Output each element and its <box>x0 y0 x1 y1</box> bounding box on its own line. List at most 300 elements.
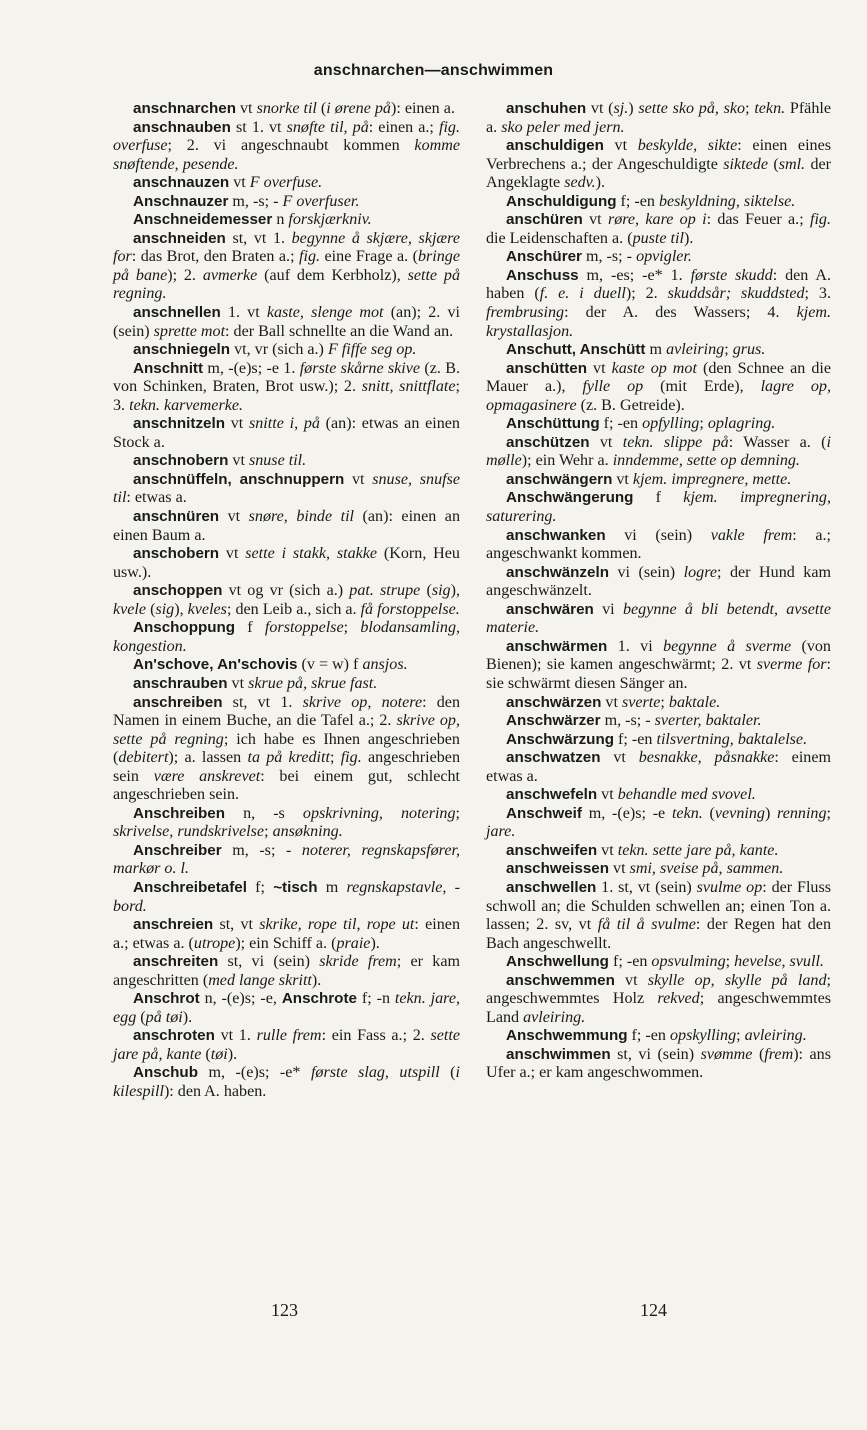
entry-text: m, -(e)s; -e <box>581 804 672 822</box>
dictionary-entry <box>113 656 460 675</box>
entry-text: ). <box>227 1045 238 1063</box>
entry-translation: sverter, baktaler. <box>654 712 762 730</box>
entry-translation: i mølle <box>486 433 831 470</box>
entry-translation: snuse, snufse til <box>113 470 460 507</box>
entry-text: vi <box>593 600 623 618</box>
entry-translation: fig. overfuse <box>113 118 460 155</box>
dictionary-entry <box>113 211 460 230</box>
entry-translation: rekved <box>657 990 700 1008</box>
entry-text: st, vt <box>213 916 260 934</box>
entry-translation: opskylling <box>669 1027 737 1045</box>
entry-translation: regnskapstavle, -bord. <box>113 878 460 915</box>
entry-translation: F overfuse. <box>249 174 323 192</box>
entry-text: ). <box>683 229 694 247</box>
entry-translation: skuddsår; skuddsted <box>667 285 805 303</box>
entry-translation: noterer, regnskapsfører, markør o. l. <box>113 841 460 878</box>
entry-translation: begynne å sverme <box>663 637 792 655</box>
entry-text: ); ein Wehr a. <box>521 452 613 470</box>
entry-text: m <box>645 341 667 359</box>
entry-translation: kjem. impregnere, mette. <box>632 470 792 488</box>
entry-translation: tekn. jare, egg <box>113 990 460 1026</box>
entry-translation: røre, kare op i <box>607 211 707 229</box>
dictionary-entry <box>113 619 460 656</box>
entry-headword: anschwimmen <box>506 1045 611 1063</box>
entry-translation: puste til <box>632 229 684 247</box>
entry-text: ( <box>439 1064 456 1082</box>
entry-text: ( <box>752 1045 765 1063</box>
entry-text: ( <box>702 804 715 822</box>
dictionary-entry <box>113 119 460 175</box>
dictionary-entry <box>113 879 460 916</box>
entry-text: f; -en <box>599 415 643 433</box>
entry-text: die Leidenschaften a. ( <box>486 229 633 247</box>
entry-translation: i ørene på <box>326 100 391 117</box>
entry-translation: komme snøftende, pesende. <box>113 137 460 173</box>
entry-text: (mit Erde), <box>643 378 761 396</box>
entry-translation: blodansamling, kongestion. <box>113 619 461 655</box>
entry-headword: Anschreiben <box>133 804 225 822</box>
entry-headword: anschwängern <box>506 470 613 488</box>
entry-text: vt <box>597 786 618 804</box>
dictionary-entry <box>113 953 460 990</box>
entry-translation: ansjos. <box>362 656 408 674</box>
entry-translation: renning <box>777 804 827 822</box>
entry-translation: kaste, slenge mot <box>266 304 384 322</box>
dictionary-entry <box>486 731 831 750</box>
entry-translation: tekn. <box>754 100 786 117</box>
entry-translation: sprette mot <box>153 322 226 340</box>
entry-headword: Anschuss <box>506 266 579 284</box>
entry-text: f; -en <box>616 192 659 210</box>
dictionary-entry <box>486 267 831 341</box>
entry-translation: forskjærkniv. <box>288 211 372 229</box>
entry-text: : den Namen in einem Buche, an die Tafel a.; 2. <box>113 693 460 730</box>
dictionary-entry <box>113 304 460 341</box>
entry-headword: Anschub <box>133 1064 198 1082</box>
entry-text: vt <box>597 841 618 859</box>
entry-text: ; 2. vi angeschnaubt kommen <box>167 137 415 155</box>
entry-headword: anschniegeln <box>133 341 231 359</box>
entry-text: (Korn, Heu usw.). <box>113 545 460 581</box>
entry-translation: frem <box>764 1045 794 1063</box>
entry-translation: kjem. krystallasjon. <box>486 304 831 340</box>
entry-headword: anschreien <box>133 916 214 934</box>
dictionary-entry <box>486 360 831 416</box>
entry-text: : das Feuer a.; <box>706 211 810 229</box>
entry-translation: første skårne skive <box>299 359 421 377</box>
entry-headword: anschwefeln <box>506 786 598 804</box>
dictionary-entry <box>113 1027 460 1064</box>
entry-text: ); 2. <box>167 266 203 284</box>
dictionary-entry <box>113 1064 460 1101</box>
entry-translation: snøre, binde til <box>248 508 355 526</box>
entry-headword: anschüren <box>506 211 583 229</box>
entry-translation: tøi <box>210 1045 228 1063</box>
entry-text: vt <box>344 470 373 488</box>
entry-translation: første slag, utspill <box>310 1064 440 1082</box>
dictionary-entry <box>486 415 831 434</box>
entry-translation: siktede <box>723 155 768 173</box>
entry-headword: Anschwärzung <box>506 730 615 748</box>
entry-translation: avleiring. <box>523 1008 586 1026</box>
entry-headword: Anschwärzer <box>506 712 601 730</box>
entry-text: ): den A. haben. <box>163 1082 267 1100</box>
entry-text: ; <box>745 100 755 117</box>
entry-headword: anschnarchen <box>133 100 236 117</box>
entry-translation: sedv. <box>564 174 596 192</box>
dictionary-entry <box>486 953 831 972</box>
entry-headword: anschwanken <box>506 526 606 544</box>
entry-headword: Anschreibetafel <box>133 878 247 896</box>
entry-translation: vevning <box>714 804 765 822</box>
entry-translation: hevelse, svull. <box>734 953 824 971</box>
entry-headword: Anschoppung <box>133 619 236 637</box>
entry-text: m, -(e)s; -e* <box>197 1064 311 1082</box>
entry-translation: F overfuser. <box>282 192 360 210</box>
entry-translation: avmerke <box>202 266 258 284</box>
entry-text: ; den Leib a., sich a. <box>226 600 361 618</box>
entry-translation: med lange skritt <box>208 971 312 989</box>
entry-translation: snitte i, på <box>249 415 320 433</box>
entry-translation: rulle frem <box>256 1027 322 1045</box>
entry-text: : den A. haben ( <box>486 266 832 303</box>
entry-translation: oplagring. <box>707 415 776 433</box>
entry-translation: baktale. <box>668 693 721 711</box>
entry-translation: sverme for <box>756 656 827 674</box>
entry-translation: begynne å skjære, skjære for <box>113 229 460 266</box>
entry-text: ; <box>725 953 735 971</box>
entry-text: : einem etwas a. <box>486 749 831 785</box>
entry-translation: sette jare på, kante <box>113 1027 460 1063</box>
dictionary-entry <box>486 248 831 267</box>
dictionary-entry <box>113 508 460 545</box>
entry-translation: fig. <box>809 211 831 229</box>
entry-translation: opskrivning, notering <box>302 804 456 822</box>
entry-text: ( <box>767 155 779 173</box>
dictionary-entry <box>113 341 460 360</box>
dictionary-entry <box>486 786 831 805</box>
entry-text: ): einen a. <box>390 100 455 117</box>
entry-headword: anschweifen <box>506 841 598 859</box>
entry-translation: sette på regning. <box>113 266 461 303</box>
entry-translation: fylle op <box>582 378 644 396</box>
entry-text: ), <box>174 600 188 618</box>
entry-headword: Anschneidemesser <box>133 211 273 229</box>
dictionary-entry <box>113 916 460 953</box>
entry-translation: skrue på, skrue fast. <box>248 674 378 692</box>
entry-translation: f. e. i duell <box>539 285 626 303</box>
dictionary-entry <box>113 471 460 508</box>
entry-text: : einen a.; etwas a. ( <box>113 916 460 952</box>
entry-text: ); a. lassen <box>168 749 248 767</box>
entry-translation: skylle op, skylle på land <box>647 971 827 989</box>
entry-headword: anschnauzen <box>133 174 230 192</box>
dictionary-entry <box>486 434 831 471</box>
entry-translation: behandle med svovel. <box>617 786 756 804</box>
entry-translation: snitt, snittflate <box>361 378 456 396</box>
entry-text: ; <box>826 804 831 822</box>
dictionary-entry <box>486 1027 831 1046</box>
entry-text: ; angeschwemmtes Holz <box>486 971 831 1008</box>
entry-headword: anschwären <box>506 600 594 618</box>
entry-text: st 1. vt <box>230 118 287 136</box>
entry-headword: anschnellen <box>133 304 221 322</box>
entry-text: m, -s; - <box>221 841 302 859</box>
entry-headword: anschnüffeln, anschnuppern <box>133 470 345 488</box>
entry-text: : der A. des Wassers; 4. <box>564 304 797 322</box>
entry-text: (an): etwas an einen Stock a. <box>113 415 460 451</box>
entry-translation: skrive op, notere <box>302 693 423 711</box>
entry-text: ; ich habe es Ihnen angeschrieben ( <box>113 730 460 767</box>
entry-text: f; -en <box>608 953 652 971</box>
entry-translation: sette sko på, sko <box>638 100 746 117</box>
entry-translation: i kilespill <box>113 1064 460 1100</box>
entry-text: vi (sein) <box>608 563 684 581</box>
entry-text: m, -(e)s; -e 1. <box>203 359 300 377</box>
entry-text: st, vi (sein) <box>610 1045 701 1063</box>
entry-translation: få forstoppelse. <box>360 600 460 618</box>
entry-headword: anschütten <box>506 359 588 377</box>
entry-text: Pfähle a. <box>486 100 831 136</box>
entry-text: vt <box>614 971 648 989</box>
entry-text: (an); 2. vi (sein) <box>113 304 460 340</box>
dictionary-entry <box>486 805 831 842</box>
entry-text: vt <box>219 545 246 563</box>
entry-text: (v = w) f <box>297 656 363 674</box>
entry-translation: logre <box>683 563 718 581</box>
entry-headword: Anschwellung <box>506 953 609 971</box>
entry-text: : der Ball schnellte an die Wand an. <box>225 322 454 340</box>
dictionary-entry <box>113 582 460 619</box>
entry-translation: tekn. karvemerke. <box>129 396 244 414</box>
entry-translation: beskyldning, siktelse. <box>658 192 796 210</box>
entry-text: ; <box>699 415 708 433</box>
entry-headword: Anschwängerung <box>506 489 634 507</box>
entry-text: (von Bienen); sie kamen angeschwärmt; 2. vt <box>486 637 831 674</box>
entry-translation: avleiring <box>666 341 725 359</box>
entry-translation: kveles <box>187 600 227 618</box>
dictionary-entry <box>486 137 831 193</box>
entry-headword: Anschnitt <box>133 359 204 377</box>
entry-text: vi (sein) <box>605 526 711 544</box>
entry-translation: sverte <box>621 693 661 711</box>
entry-translation: svulme op <box>696 878 763 896</box>
entry-text: : etwas a. <box>126 489 187 507</box>
dictionary-entry <box>113 990 460 1027</box>
entry-headword: Anschrote <box>281 990 357 1008</box>
entry-translation: bringe på bane <box>113 248 460 284</box>
entry-translation: ansøkning. <box>272 823 343 841</box>
dictionary-entry <box>113 360 460 416</box>
entry-text: ( <box>136 1008 146 1026</box>
dictionary-entry <box>486 564 831 601</box>
entry-headword: anschnauben <box>133 118 231 136</box>
entry-text: m <box>317 878 347 896</box>
dictionary-entry <box>486 471 831 490</box>
entry-text: (auf dem Kerbholz), <box>257 266 408 284</box>
running-title: anschnarchen—anschwimmen <box>313 62 554 79</box>
dictionary-entry <box>486 100 831 137</box>
entry-text: ), <box>450 582 460 600</box>
entry-headword: anschneiden <box>133 229 226 247</box>
entry-text: vt <box>228 452 249 470</box>
entry-translation: kaste op mot <box>611 359 697 377</box>
entry-text: n, -(e)s; -e, <box>199 990 282 1008</box>
entry-headword: Anschreiber <box>133 841 222 859</box>
entry-translation: avleiring. <box>744 1027 807 1045</box>
entry-translation: inndemme, sette op demning. <box>612 452 800 470</box>
entry-translation: debitert <box>118 749 169 767</box>
entry-headword: anschrauben <box>133 674 228 692</box>
page-number-right: 124 <box>640 1300 667 1320</box>
entry-translation: pat. strupe <box>349 582 421 600</box>
entry-text: der Angeklagte <box>486 155 831 192</box>
entry-translation: snøfte til, på <box>286 118 369 136</box>
entry-text: vt ( <box>586 100 614 117</box>
entry-text: (z. B. Getreide). <box>576 396 685 414</box>
entry-headword: anschnitzeln <box>133 415 225 433</box>
entry-text: ). <box>595 174 606 192</box>
entry-headword: ~tisch <box>273 878 318 896</box>
entry-text: f; -en <box>614 730 657 748</box>
entry-text: ); ein Schiff a. ( <box>235 934 337 952</box>
entry-translation: frembrusing <box>486 304 565 322</box>
dictionary-entry <box>113 675 460 694</box>
entry-text: ; der Hund kam angeschwänzelt. <box>486 563 832 600</box>
dictionary-entry <box>486 193 831 212</box>
entry-translation: tilsvertning, baktalelse. <box>656 730 808 748</box>
entry-text: ; <box>736 1027 745 1045</box>
entry-translation: lagre op, opmagasinere <box>486 378 832 414</box>
entry-headword: anschnobern <box>133 452 229 470</box>
entry-text: ; <box>264 823 273 841</box>
entry-translation: sko peler med jern. <box>501 118 625 136</box>
entry-text: vt <box>235 100 257 117</box>
dictionary-entry <box>113 193 460 212</box>
entry-text: ); 2. <box>625 285 668 303</box>
entry-text: f; <box>246 878 274 896</box>
entry-text: vt og vr (sich a.) <box>222 582 350 600</box>
entry-translation: på tøi <box>145 1008 183 1026</box>
entry-headword: anschwärzen <box>506 693 602 711</box>
entry-text: ; <box>455 804 461 822</box>
entry-text: : das Brot, den Braten a.; <box>131 248 300 266</box>
entry-text: st, vt 1. <box>225 229 292 247</box>
column-left <box>113 100 460 1102</box>
dictionary-entry <box>486 638 831 694</box>
entry-text: f; -n <box>356 990 395 1008</box>
entry-translation: svømme <box>700 1045 753 1063</box>
entry-text: angeschrieben sein <box>113 749 461 785</box>
entry-text: ; <box>724 341 733 359</box>
entry-translation: forstoppelse <box>264 619 344 637</box>
entry-translation: fig. <box>340 749 362 767</box>
entry-text: (an): einen an einen Baum a. <box>113 508 460 544</box>
entry-headword: anschreiben <box>133 693 223 711</box>
entry-text: vt <box>587 359 612 377</box>
entry-text: vt <box>589 433 623 451</box>
entry-translation: sml. <box>778 155 806 173</box>
entry-text: (z. B. von Schinken, Braten, Brot usw.); 2. <box>113 359 460 396</box>
entry-translation: sig <box>431 582 451 600</box>
entry-headword: anschwellen <box>506 878 597 896</box>
entry-headword: Anschürer <box>506 248 582 266</box>
entry-text: ( <box>420 582 432 600</box>
entry-text: ) <box>764 804 778 822</box>
entry-text: : ein Fass a.; 2. <box>321 1027 431 1045</box>
entry-translation: F fiffe seg op. <box>327 341 417 359</box>
entry-text: ( <box>316 100 327 117</box>
entry-text: : Wasser a. ( <box>728 433 827 451</box>
entry-text: (den Schnee an die Mauer a.), <box>486 359 831 396</box>
entry-headword: An'schove, An'schovis <box>133 656 298 674</box>
entry-translation: skride frem <box>319 953 397 971</box>
entry-text: st, vt 1. <box>222 693 303 711</box>
entry-text: vt <box>601 693 622 711</box>
dictionary-entry <box>113 100 460 119</box>
entry-text: ). <box>370 934 380 952</box>
entry-translation: sig <box>155 600 175 618</box>
entry-text: : einen a.; <box>368 118 439 136</box>
entry-text: m, -s; - <box>600 712 655 730</box>
entry-headword: Anschweif <box>506 804 582 822</box>
entry-translation: ta på kreditt <box>247 749 330 767</box>
entry-translation: grus. <box>732 341 766 359</box>
dictionary-entry <box>113 842 460 879</box>
entry-headword: Anschutt, Anschütt <box>506 341 646 359</box>
entry-translation: snorke til <box>256 100 317 117</box>
entry-text: ; 3. <box>113 378 460 414</box>
entry-text: : a.; angeschwankt kommen. <box>486 526 832 563</box>
entry-headword: anschuldigen <box>506 137 604 155</box>
entry-text: st, vi (sein) <box>218 953 320 971</box>
entry-text: ; <box>660 693 669 711</box>
page-number-left: 123 <box>271 1300 298 1320</box>
entry-translation: sette i stakk, stakke <box>245 545 378 563</box>
dictionary-entry <box>486 341 831 360</box>
dictionary-entry <box>113 545 460 582</box>
entry-text: : bei einem gut, schlecht angeschrieben sein. <box>113 767 460 804</box>
dictionary-entry <box>486 749 831 786</box>
entry-translation: skrivelse, rundskrivelse <box>113 823 265 841</box>
entry-text: ): ans Ufer a.; er kam angeschwommen. <box>486 1045 831 1082</box>
entry-text: ; angeschwemmtes Land <box>486 990 831 1026</box>
dictionary-entry <box>486 1046 831 1083</box>
dictionary-entry <box>113 805 460 842</box>
entry-headword: anschweissen <box>506 860 609 878</box>
entry-headword: Anschwemmung <box>506 1027 628 1045</box>
dictionary-entry <box>113 694 460 805</box>
entry-text: ; 3. <box>804 285 832 303</box>
entry-text: f <box>235 619 265 637</box>
entry-headword: anschwemmen <box>506 971 615 989</box>
entry-text: ; er kam angeschritten ( <box>113 953 461 989</box>
entry-text: vt <box>609 860 630 878</box>
entry-text: ( <box>146 600 156 618</box>
dictionary-entry <box>113 415 460 452</box>
entry-translation: skrike, rope til, rope ut <box>259 916 415 934</box>
entry-headword: anschoppen <box>133 582 223 600</box>
entry-headword: anschreiten <box>133 953 219 971</box>
entry-text: 1. st, vt (sein) <box>596 878 697 896</box>
entry-text: vt <box>600 749 639 767</box>
entry-text: 1. vt <box>220 304 267 322</box>
dictionary-entry <box>113 452 460 471</box>
entry-translation: være anskrevet <box>153 767 261 785</box>
entry-translation: beskylde, sikte <box>637 137 738 155</box>
entry-text: ( <box>201 1045 211 1063</box>
dictionary-entry <box>486 860 831 879</box>
